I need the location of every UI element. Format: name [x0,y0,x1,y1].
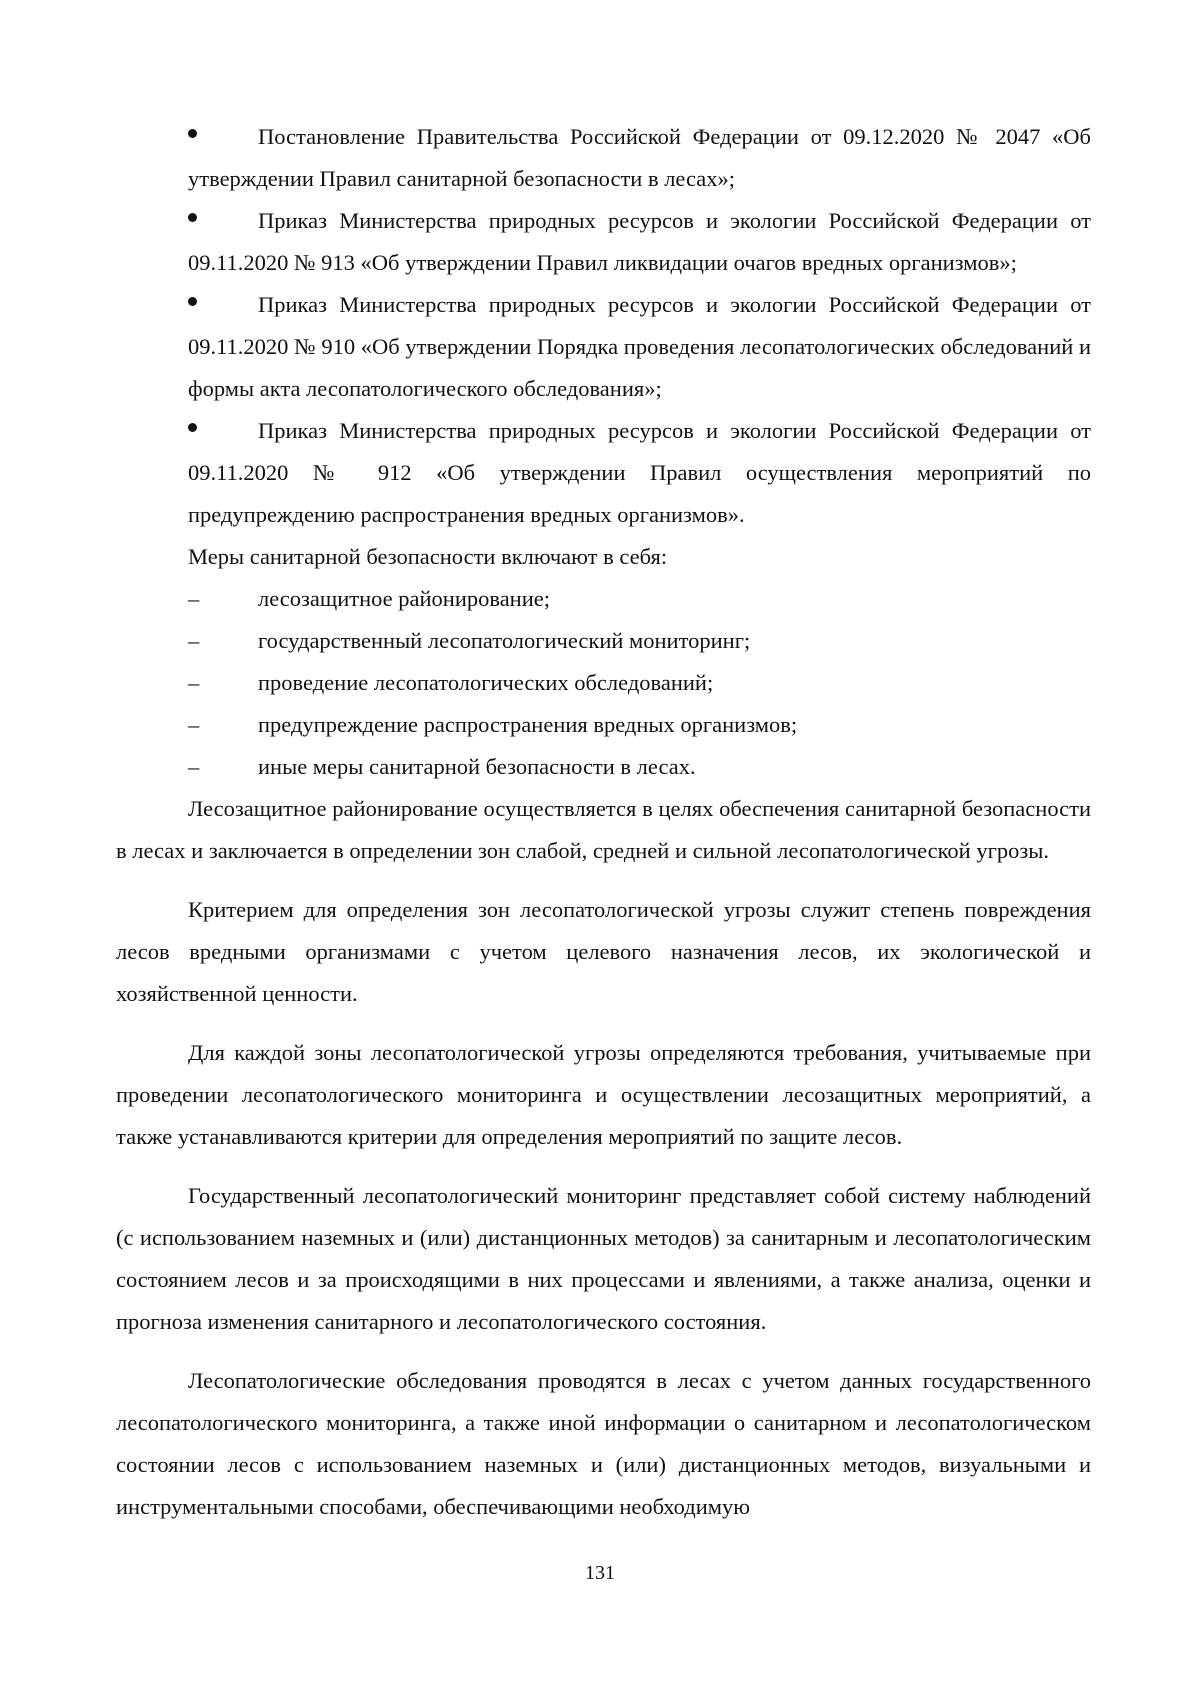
list-item-text: Постановление Правительства Российской Федерации от 09.12.2020 № 2047 «Об утверждении Правил санитарной безопасности в лесах»; [188,124,1091,191]
list-item [188,578,1091,620]
list-item-text: предупреждение распространения вредных организмов; [258,712,798,737]
bullet-icon [188,423,197,432]
list-item [188,704,1091,746]
list-item-text: Приказ Министерства природных ресурсов и экологии Российской Федерации от 09.11.2020 № 910 «Об утверждении Порядка проведения лесопатологических обследований и формы акта лесопатологического обследования»; [188,292,1091,401]
dash-marker: – [188,628,200,653]
list-item-text: Приказ Министерства природных ресурсов и экологии Российской Федерации от 09.11.2020 № 913 «Об утверждении Правил ликвидации очагов вредных организмов»; [188,208,1091,275]
list-item [188,116,1091,200]
bullet-icon [188,129,197,138]
document-page [116,116,1091,1528]
measures-intro: Меры санитарной безопасности включают в себя: [188,544,668,569]
list-item [188,284,1091,410]
dash-marker: – [188,754,200,779]
dash-marker: – [188,712,200,737]
page-number: 131 [585,1562,615,1584]
bullet-icon [188,213,197,222]
list-item-text: государственный лесопатологический мониторинг; [258,628,751,653]
paragraph: Государственный лесопатологический мониторинг представляет собой систему наблюдений (с использованием наземных и (или) дистанционных методов) за санитарным и лесопатологическим состоянием лесов и за происходящими в них процессами и явлениями, а также анализа, оценки и прогноза изменения санитарного и лесопатологического состояния. [116,1183,1091,1334]
list-item-text: Приказ Министерства природных ресурсов и экологии Российской Федерации от 09.11.2020 № 912 «Об утверждении Правил осуществления мероприятий по предупреждению распространения вредных организмов». [188,418,1091,527]
list-item-text: проведение лесопатологических обследований; [258,670,714,695]
paragraph: Критерием для определения зон лесопатологической угрозы служит степень повреждения лесов вредными организмами с учетом целевого назначения лесов, их экологической и хозяйственной ценности. [116,897,1091,1006]
paragraph: Лесопатологические обследования проводятся в лесах с учетом данных государственного лесопатологического мониторинга, а также иной информации о санитарном и лесопатологическом состоянии лесов с использованием наземных и (или) дистанционных методов, визуальными и инструментальными способами, обеспечивающими необходимую [116,1368,1091,1519]
paragraph: Лесозащитное районирование осуществляется в целях обеспечения санитарной безопасности в лесах и заключается в определении зон слабой, средней и сильной лесопатологической угрозы. [116,796,1091,863]
bullet-icon [188,297,197,306]
dash-marker: – [188,670,200,695]
paragraph: Для каждой зоны лесопатологической угрозы определяются требования, учитываемые при проведении лесопатологического мониторинга и осуществлении лесозащитных мероприятий, а также устанавливаются критерии для определения мероприятий по защите лесов. [116,1040,1091,1149]
list-item [188,662,1091,704]
list-item [188,620,1091,662]
list-item [188,746,1091,788]
list-item [188,200,1091,284]
list-item [188,410,1091,536]
list-item-text: иные меры санитарной безопасности в лесах. [258,754,696,779]
dash-marker: – [188,586,200,611]
list-item-text: лесозащитное районирование; [258,586,551,611]
